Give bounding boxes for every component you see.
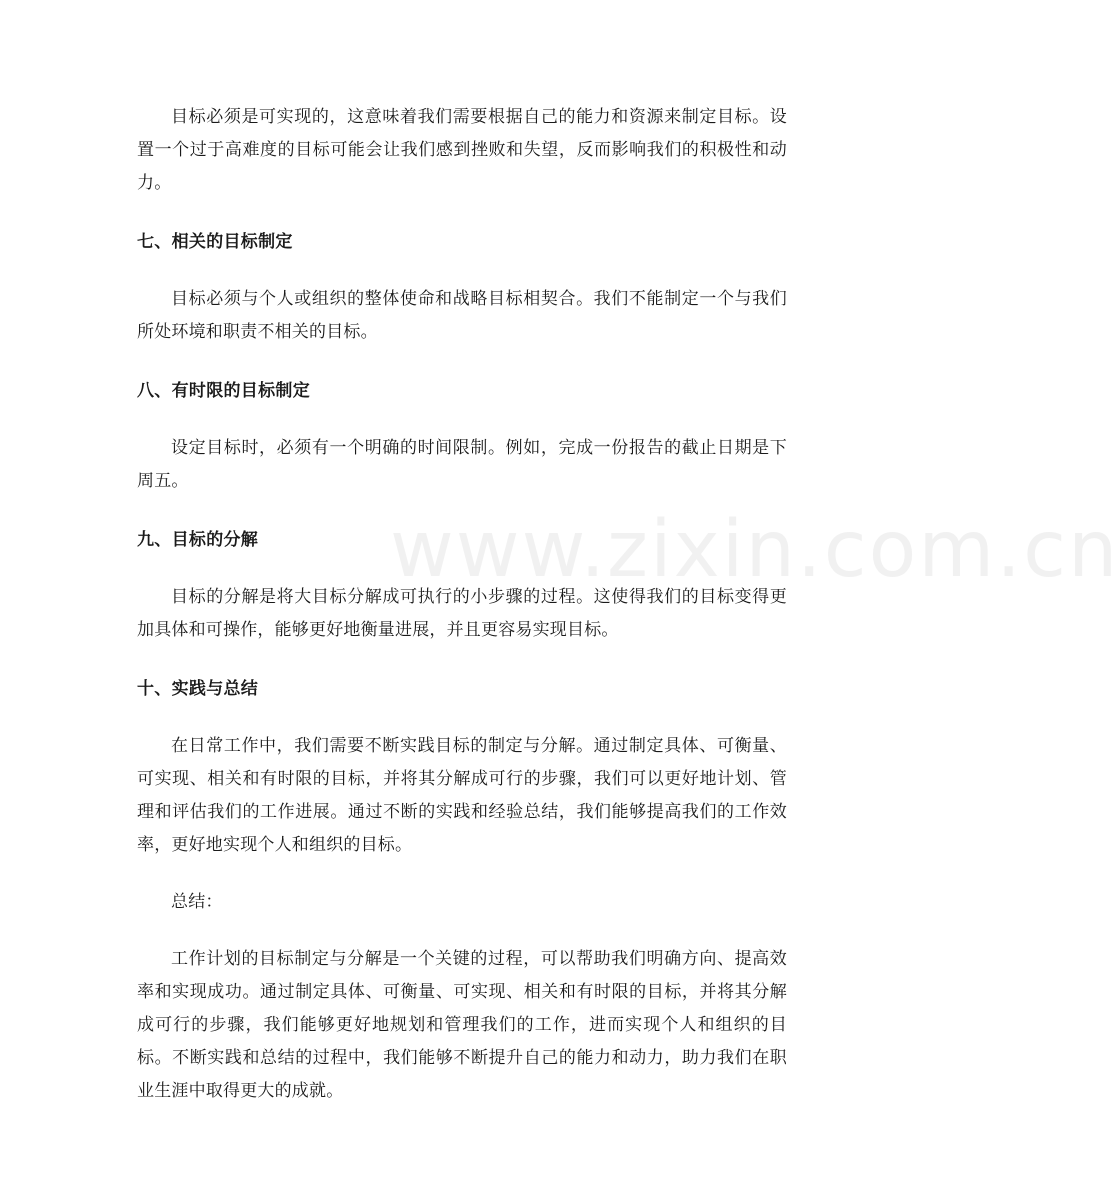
watermark: www.zixin.com.cn xyxy=(390,505,1119,595)
paragraph: 在日常工作中，我们需要不断实践目标的制定与分解。通过制定具体、可衡量、可实现、相关和有时限的目标，并将其分解成可行的步骤，我们可以更好地计划、管理和评估我们的工作进展。通过不断的实践和经验总结，我们能够提高我们的工作效率，更好地实现个人和组织的目标。 xyxy=(137,736,787,855)
paragraph: 设定目标时，必须有一个明确的时间限制。例如，完成一份报告的截止日期是下周五。 xyxy=(137,438,787,491)
paragraph: 工作计划的目标制定与分解是一个关键的过程，可以帮助我们明确方向、提高效率和实现成功。通过制定具体、可衡量、可实现、相关和有时限的目标，并将其分解成可行的步骤，我们能够更好地规划和管理我们的工作，进而实现个人和组织的目标。不断实践和总结的过程中，我们能够不断提升自己的能力和动力，助力我们在职业生涯中取得更大的成就。 xyxy=(137,949,787,1101)
document-body xyxy=(137,101,787,1108)
summary-label: 总结： xyxy=(171,892,223,912)
section-heading: 十、实践与总结 xyxy=(137,679,259,699)
section-heading: 九、目标的分解 xyxy=(137,530,259,550)
paragraph: 目标的分解是将大目标分解成可执行的小步骤的过程。这使得我们的目标变得更加具体和可操作，能够更好地衡量进展，并且更容易实现目标。 xyxy=(137,587,787,640)
section-heading: 八、有时限的目标制定 xyxy=(137,381,310,401)
paragraph: 目标必须是可实现的，这意味着我们需要根据自己的能力和资源来制定目标。设置一个过于高难度的目标可能会让我们感到挫败和失望，反而影响我们的积极性和动力。 xyxy=(137,107,787,193)
paragraph: 目标必须与个人或组织的整体使命和战略目标相契合。我们不能制定一个与我们所处环境和职责不相关的目标。 xyxy=(137,289,787,342)
section-heading: 七、相关的目标制定 xyxy=(137,232,293,252)
